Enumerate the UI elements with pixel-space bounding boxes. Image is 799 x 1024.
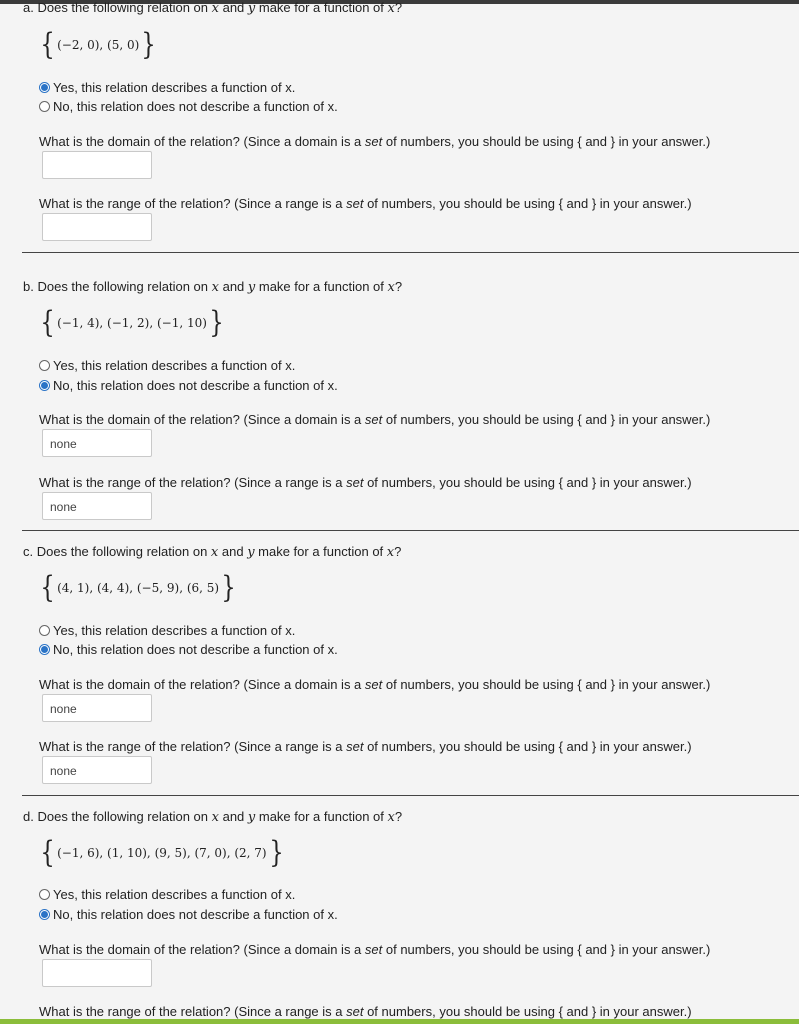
question-c-range-prompt: What is the range of the relation? (Since a range is a set of numbers, you should be using { and } in your answer.) — [39, 739, 692, 754]
divider — [22, 795, 799, 796]
question-b-domain-input[interactable]: none — [42, 429, 152, 457]
question-b-relation: { (−1, 4), (−1, 2), (−1, 10) } — [40, 305, 224, 340]
question-b-option-no[interactable]: No, this relation does not describe a function of x. — [39, 378, 338, 393]
question-a-domain-prompt: What is the domain of the relation? (Since a domain is a set of numbers, you should be using { and } in your answer.) — [39, 134, 711, 149]
question-c-relation: { (4, 1), (4, 4), (−5, 9), (6, 5) } — [40, 570, 236, 605]
question-c-domain-prompt: What is the domain of the relation? (Since a domain is a set of numbers, you should be using { and } in your answer.) — [39, 677, 711, 692]
question-c-domain-input[interactable]: none — [42, 694, 152, 722]
divider — [22, 530, 799, 531]
question-a-option-yes[interactable]: Yes, this relation describes a function of x. — [39, 80, 295, 95]
question-b-domain-prompt: What is the domain of the relation? (Since a domain is a set of numbers, you should be using { and } in your answer.) — [39, 412, 711, 427]
question-b-range-input[interactable]: none — [42, 492, 152, 520]
radio-button[interactable] — [39, 909, 50, 920]
question-d-relation: { (−1, 6), (1, 10), (9, 5), (7, 0), (2, 7) } — [40, 835, 284, 870]
bottom-progress-bar — [0, 1019, 799, 1024]
question-a-range-prompt: What is the range of the relation? (Since a range is a set of numbers, you should be using { and } in your answer.) — [39, 196, 692, 211]
question-b-title: b. Does the following relation on x and y make for a function of x? — [23, 279, 403, 295]
question-b-range-prompt: What is the range of the relation? (Since a range is a set of numbers, you should be using { and } in your answer.) — [39, 475, 692, 490]
question-c-range-input[interactable]: none — [42, 756, 152, 784]
radio-button[interactable] — [39, 889, 50, 900]
question-c-option-yes[interactable]: Yes, this relation describes a function of x. — [39, 623, 295, 638]
radio-button[interactable] — [39, 625, 50, 636]
question-a-option-no[interactable]: No, this relation does not describe a function of x. — [39, 99, 338, 114]
radio-button[interactable] — [39, 82, 50, 93]
question-c-option-no[interactable]: No, this relation does not describe a function of x. — [39, 642, 338, 657]
question-d-range-prompt: What is the range of the relation? (Since a range is a set of numbers, you should be using { and } in your answer.) — [39, 1004, 692, 1019]
question-d-domain-prompt: What is the domain of the relation? (Since a domain is a set of numbers, you should be using { and } in your answer.) — [39, 942, 711, 957]
question-d-option-yes[interactable]: Yes, this relation describes a function of x. — [39, 887, 295, 902]
question-a-relation: { (−2, 0), (5, 0) } — [40, 27, 157, 62]
radio-button[interactable] — [39, 644, 50, 655]
radio-button[interactable] — [39, 101, 50, 112]
radio-button[interactable] — [39, 360, 50, 371]
question-c-title: c. Does the following relation on x and y make for a function of x? — [23, 544, 402, 560]
question-d-option-no[interactable]: No, this relation does not describe a function of x. — [39, 907, 338, 922]
question-d-domain-input[interactable] — [42, 959, 152, 987]
divider — [22, 252, 799, 253]
question-a-domain-input[interactable] — [42, 151, 152, 179]
question-a-range-input[interactable] — [42, 213, 152, 241]
question-a-title: a. Does the following relation on x and y make for a function of x? — [23, 0, 403, 16]
question-b-option-yes[interactable]: Yes, this relation describes a function of x. — [39, 358, 295, 373]
radio-button[interactable] — [39, 380, 50, 391]
question-d-title: d. Does the following relation on x and y make for a function of x? — [23, 809, 403, 825]
